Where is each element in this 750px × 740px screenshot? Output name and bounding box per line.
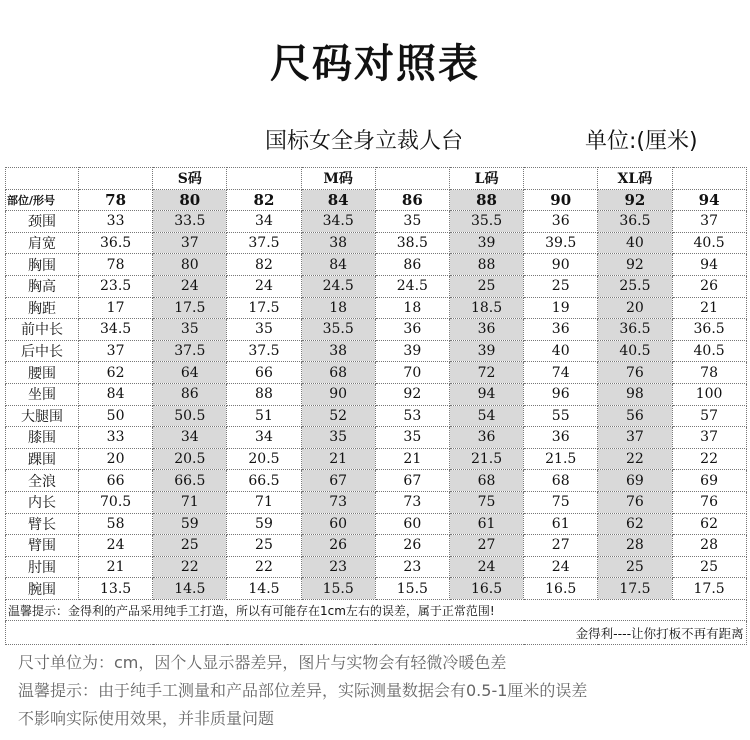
value-cell: 76 (672, 491, 746, 513)
value-cell: 50 (79, 405, 153, 427)
footer-line-3: 不影响实际使用效果，并非质量问题 (18, 709, 275, 728)
size-header-row (6, 189, 747, 211)
value-cell: 36.5 (598, 211, 672, 233)
size-header-cell: 86 (375, 189, 449, 211)
value-cell: 37 (672, 211, 746, 233)
size-header-cell: 88 (449, 189, 523, 211)
value-cell: 86 (153, 383, 227, 405)
value-cell: 18 (301, 297, 375, 319)
chart-subtitle: 国标女全身立裁人台 (265, 129, 464, 154)
value-cell: 16.5 (449, 578, 523, 600)
value-cell: 61 (449, 513, 523, 535)
value-cell: 14.5 (227, 578, 301, 600)
value-cell: 26 (672, 275, 746, 297)
row-label: 后中长 (6, 340, 79, 362)
value-cell: 26 (375, 535, 449, 557)
value-cell: 94 (672, 254, 746, 276)
row-label: 腰围 (6, 362, 79, 384)
value-cell: 36 (375, 319, 449, 341)
value-cell: 68 (449, 470, 523, 492)
row-label: 内长 (6, 491, 79, 513)
row-label: 肘围 (6, 556, 79, 578)
value-cell: 60 (375, 513, 449, 535)
value-cell: 25.5 (598, 275, 672, 297)
value-cell: 23 (375, 556, 449, 578)
table-row (6, 427, 747, 449)
value-cell: 82 (227, 254, 301, 276)
size-group-cell (524, 168, 598, 190)
value-cell: 62 (598, 513, 672, 535)
size-group-cell (375, 168, 449, 190)
value-cell: 18.5 (449, 297, 523, 319)
page-title: 尺码对照表 (270, 41, 480, 87)
value-cell: 51 (227, 405, 301, 427)
value-cell: 26 (301, 535, 375, 557)
value-cell: 15.5 (301, 578, 375, 600)
value-cell: 18 (375, 297, 449, 319)
value-cell: 36 (449, 427, 523, 449)
value-cell: 71 (153, 491, 227, 513)
size-group-cell: M码 (301, 168, 375, 190)
value-cell: 67 (301, 470, 375, 492)
table-row (6, 362, 747, 384)
value-cell: 39 (375, 340, 449, 362)
value-cell: 58 (79, 513, 153, 535)
value-cell: 35 (375, 427, 449, 449)
value-cell: 36 (524, 427, 598, 449)
value-cell: 21 (79, 556, 153, 578)
table-row (6, 578, 747, 600)
value-cell: 13.5 (79, 578, 153, 600)
table-row (6, 535, 747, 557)
value-cell: 20 (598, 297, 672, 319)
value-cell: 36 (524, 211, 598, 233)
footer-line-2: 温馨提示：由于纯手工测量和产品部位差异，实际测量数据会有0.5-1厘米的误差 (18, 681, 588, 700)
value-cell: 17 (79, 297, 153, 319)
row-label: 肩宽 (6, 232, 79, 254)
value-cell: 24.5 (375, 275, 449, 297)
value-cell: 34.5 (301, 211, 375, 233)
value-cell: 66.5 (153, 470, 227, 492)
value-cell: 37.5 (227, 232, 301, 254)
value-cell: 37.5 (227, 340, 301, 362)
value-cell: 66 (227, 362, 301, 384)
size-header-cell: 82 (227, 189, 301, 211)
table-row (6, 556, 747, 578)
value-cell: 69 (598, 470, 672, 492)
value-cell: 61 (524, 513, 598, 535)
value-cell: 39 (449, 232, 523, 254)
value-cell: 37.5 (153, 340, 227, 362)
value-cell: 35 (153, 319, 227, 341)
value-cell: 22 (598, 448, 672, 470)
value-cell: 64 (153, 362, 227, 384)
size-header-cell: 90 (524, 189, 598, 211)
value-cell: 73 (375, 491, 449, 513)
value-cell: 38.5 (375, 232, 449, 254)
size-group-cell (227, 168, 301, 190)
size-group-cell: L码 (449, 168, 523, 190)
value-cell: 25 (598, 556, 672, 578)
value-cell: 75 (449, 491, 523, 513)
value-cell: 86 (375, 254, 449, 276)
value-cell: 73 (301, 491, 375, 513)
value-cell: 88 (227, 383, 301, 405)
value-cell: 90 (524, 254, 598, 276)
value-cell: 55 (524, 405, 598, 427)
value-cell: 34 (227, 211, 301, 233)
value-cell: 37 (672, 427, 746, 449)
header-label: 部位/形号 (6, 189, 79, 211)
value-cell: 62 (79, 362, 153, 384)
size-header-cell: 92 (598, 189, 672, 211)
value-cell: 38 (301, 340, 375, 362)
row-label: 膝围 (6, 427, 79, 449)
value-cell: 33 (79, 427, 153, 449)
value-cell: 53 (375, 405, 449, 427)
value-cell: 62 (672, 513, 746, 535)
value-cell: 24 (449, 556, 523, 578)
value-cell: 60 (301, 513, 375, 535)
unit-label: 单位:(厘米) (585, 129, 698, 154)
row-label: 胸围 (6, 254, 79, 276)
value-cell: 100 (672, 383, 746, 405)
value-cell: 36.5 (79, 232, 153, 254)
value-cell: 69 (672, 470, 746, 492)
row-label: 胸高 (6, 275, 79, 297)
value-cell: 23.5 (79, 275, 153, 297)
value-cell: 37 (598, 427, 672, 449)
value-cell: 75 (524, 491, 598, 513)
table-row (6, 513, 747, 535)
value-cell: 35 (375, 211, 449, 233)
value-cell: 94 (449, 383, 523, 405)
table-row (6, 275, 747, 297)
value-cell: 25 (153, 535, 227, 557)
value-cell: 66 (79, 470, 153, 492)
value-cell: 21 (375, 448, 449, 470)
table-row (6, 211, 747, 233)
value-cell: 17.5 (672, 578, 746, 600)
table-row (6, 297, 747, 319)
value-cell: 25 (227, 535, 301, 557)
size-group-cell (6, 168, 79, 190)
size-header-cell: 78 (79, 189, 153, 211)
size-header-cell: 80 (153, 189, 227, 211)
size-group-cell (79, 168, 153, 190)
value-cell: 21 (672, 297, 746, 319)
size-chart-table (5, 167, 747, 645)
slogan-row (6, 621, 747, 645)
value-cell: 50.5 (153, 405, 227, 427)
value-cell: 88 (449, 254, 523, 276)
value-cell: 40.5 (598, 340, 672, 362)
table-row (6, 470, 747, 492)
row-label: 前中长 (6, 319, 79, 341)
size-header-cell: 94 (672, 189, 746, 211)
value-cell: 19 (524, 297, 598, 319)
value-cell: 23 (301, 556, 375, 578)
value-cell: 36 (449, 319, 523, 341)
value-cell: 24 (153, 275, 227, 297)
table-row (6, 340, 747, 362)
table-row (6, 405, 747, 427)
value-cell: 33.5 (153, 211, 227, 233)
value-cell: 28 (598, 535, 672, 557)
value-cell: 20.5 (227, 448, 301, 470)
value-cell: 37 (153, 232, 227, 254)
value-cell: 92 (598, 254, 672, 276)
value-cell: 34 (153, 427, 227, 449)
table-row (6, 448, 747, 470)
value-cell: 21.5 (524, 448, 598, 470)
value-cell: 74 (524, 362, 598, 384)
value-cell: 40 (524, 340, 598, 362)
value-cell: 57 (672, 405, 746, 427)
value-cell: 27 (524, 535, 598, 557)
value-cell: 21 (301, 448, 375, 470)
slogan-text: 金得利----让你打板不再有距离 (6, 621, 747, 645)
value-cell: 34 (227, 427, 301, 449)
table-row (6, 383, 747, 405)
value-cell: 33 (79, 211, 153, 233)
row-label: 全浪 (6, 470, 79, 492)
value-cell: 66.5 (227, 470, 301, 492)
value-cell: 39.5 (524, 232, 598, 254)
value-cell: 40.5 (672, 340, 746, 362)
value-cell: 80 (153, 254, 227, 276)
table-row (6, 254, 747, 276)
note-row (6, 599, 747, 621)
value-cell: 36 (524, 319, 598, 341)
value-cell: 78 (79, 254, 153, 276)
value-cell: 34.5 (79, 319, 153, 341)
value-cell: 14.5 (153, 578, 227, 600)
value-cell: 40 (598, 232, 672, 254)
size-group-row (6, 168, 747, 190)
value-cell: 84 (79, 383, 153, 405)
value-cell: 76 (598, 491, 672, 513)
row-label: 坐围 (6, 383, 79, 405)
value-cell: 90 (301, 383, 375, 405)
value-cell: 40.5 (672, 232, 746, 254)
row-label: 腕围 (6, 578, 79, 600)
value-cell: 98 (598, 383, 672, 405)
value-cell: 22 (153, 556, 227, 578)
row-label: 颈围 (6, 211, 79, 233)
value-cell: 35 (301, 427, 375, 449)
value-cell: 59 (227, 513, 301, 535)
value-cell: 28 (672, 535, 746, 557)
value-cell: 35.5 (449, 211, 523, 233)
value-cell: 25 (449, 275, 523, 297)
value-cell: 22 (672, 448, 746, 470)
row-label: 大腿围 (6, 405, 79, 427)
size-group-cell: XL码 (598, 168, 672, 190)
footer-line-1: 尺寸单位为：cm，因个人显示器差异，图片与实物会有轻微冷暖色差 (18, 653, 507, 672)
value-cell: 35.5 (301, 319, 375, 341)
value-cell: 17.5 (153, 297, 227, 319)
size-header-cell: 84 (301, 189, 375, 211)
value-cell: 78 (672, 362, 746, 384)
table-row (6, 319, 747, 341)
value-cell: 15.5 (375, 578, 449, 600)
size-group-cell: S码 (153, 168, 227, 190)
value-cell: 76 (598, 362, 672, 384)
row-label: 臂围 (6, 535, 79, 557)
value-cell: 68 (301, 362, 375, 384)
value-cell: 59 (153, 513, 227, 535)
value-cell: 70.5 (79, 491, 153, 513)
value-cell: 16.5 (524, 578, 598, 600)
note-text: 温馨提示：金得利的产品采用纯手工打造，所以有可能存在1cm左右的误差，属于正常范围! (6, 599, 747, 621)
value-cell: 37 (79, 340, 153, 362)
size-group-cell (672, 168, 746, 190)
value-cell: 92 (375, 383, 449, 405)
row-label: 踝围 (6, 448, 79, 470)
value-cell: 54 (449, 405, 523, 427)
value-cell: 84 (301, 254, 375, 276)
value-cell: 25 (524, 275, 598, 297)
value-cell: 27 (449, 535, 523, 557)
value-cell: 20.5 (153, 448, 227, 470)
value-cell: 39 (449, 340, 523, 362)
table-row (6, 232, 747, 254)
value-cell: 25 (672, 556, 746, 578)
value-cell: 96 (524, 383, 598, 405)
row-label: 胸距 (6, 297, 79, 319)
value-cell: 70 (375, 362, 449, 384)
value-cell: 56 (598, 405, 672, 427)
value-cell: 52 (301, 405, 375, 427)
row-label: 臂长 (6, 513, 79, 535)
value-cell: 68 (524, 470, 598, 492)
value-cell: 22 (227, 556, 301, 578)
value-cell: 21.5 (449, 448, 523, 470)
value-cell: 24 (524, 556, 598, 578)
value-cell: 35 (227, 319, 301, 341)
value-cell: 38 (301, 232, 375, 254)
value-cell: 24.5 (301, 275, 375, 297)
value-cell: 36.5 (598, 319, 672, 341)
value-cell: 24 (79, 535, 153, 557)
table-row (6, 491, 747, 513)
value-cell: 71 (227, 491, 301, 513)
value-cell: 72 (449, 362, 523, 384)
value-cell: 67 (375, 470, 449, 492)
value-cell: 36.5 (672, 319, 746, 341)
value-cell: 17.5 (598, 578, 672, 600)
value-cell: 24 (227, 275, 301, 297)
value-cell: 17.5 (227, 297, 301, 319)
value-cell: 20 (79, 448, 153, 470)
